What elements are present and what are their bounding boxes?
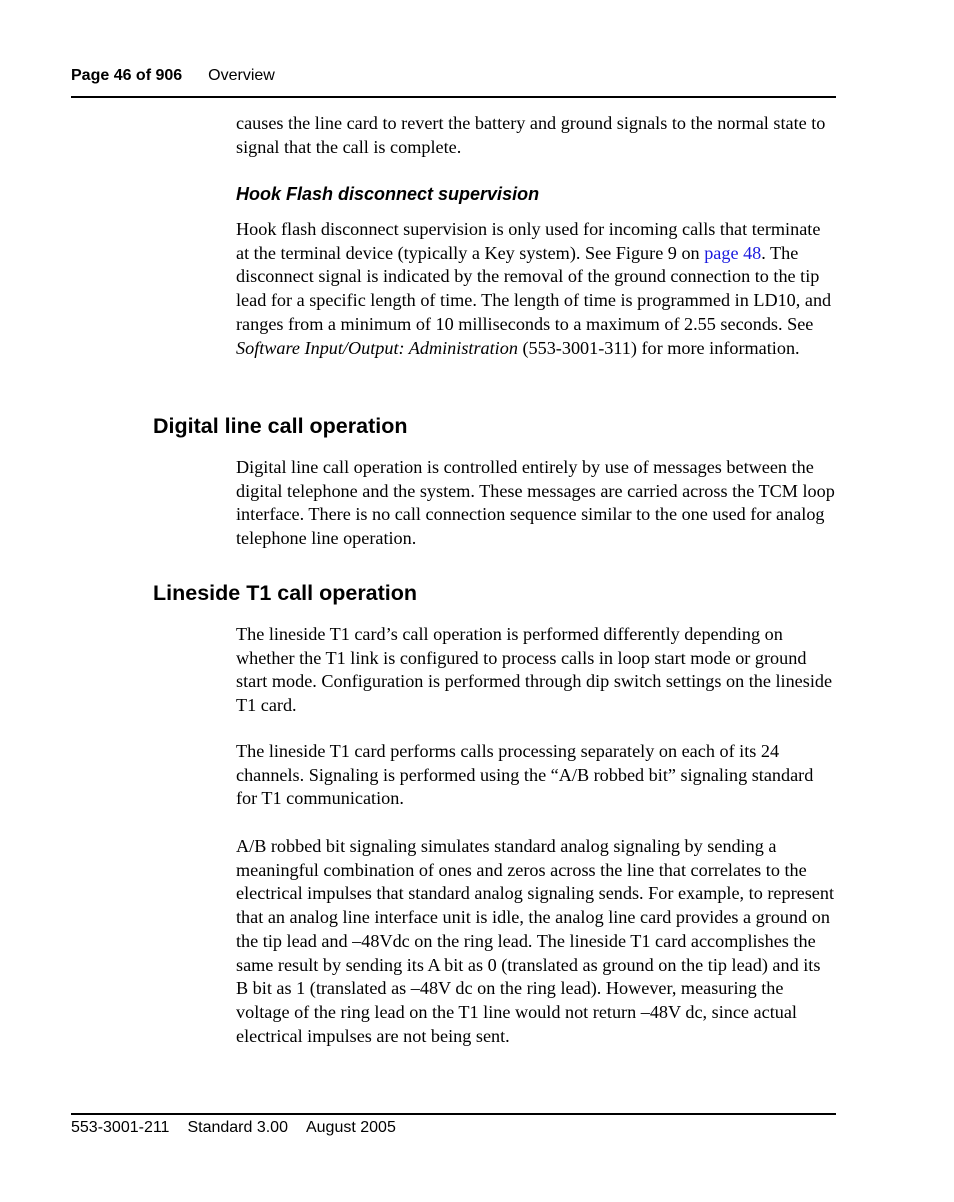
- intro-text: causes the line card to revert the battery and ground signals to the normal state to signal that the call is complete.: [236, 113, 826, 157]
- lineside-t1-para-3: [236, 835, 836, 1048]
- lineside-t1-para-1: [236, 623, 836, 718]
- section-name: Overview: [208, 67, 275, 84]
- page-48-link[interactable]: page 48: [704, 242, 762, 263]
- lineside-t1-text-1: The lineside T1 card’s call operation is performed differently depending on whether the T1 link is configured to process calls in loop start mode or ground start mode. Configuration is performed through dip switch settings on the lineside T1 card.: [236, 624, 833, 716]
- digital-line-paragraph: [236, 456, 836, 551]
- hook-flash-text-1: Hook flash disconnect supervision is only used for incoming calls that terminate at the terminal device (typically a Key system). See Figure 9 on: [236, 219, 821, 263]
- lineside-t1-text-3: A/B robbed bit signaling simulates standard analog signaling by sending a meaningful combination of ones and zeros across the line that correlates to the electrical impulses that standard analog signaling sends. For example, to represent that an analog line interface unit is idle, the analog line card provides a ground on the tip lead and –48Vdc on the ring lead. The lineside T1 card accomplishes the same result by sending its A bit as 0 (translated as ground on the tip lead) and its B bit as 1 (translated as –48V dc on the ring lead). However, measuring the voltage of the ring lead on the T1 line would not return –48V dc, since actual electrical impulses are not being sent.: [236, 836, 834, 1046]
- doc-title: Software Input/Output: Administration: [236, 337, 518, 358]
- lineside-t1-para-2: [236, 740, 836, 811]
- intro-paragraph: [236, 112, 836, 159]
- hook-flash-heading: Hook Flash disconnect supervision: [236, 184, 540, 204]
- hook-flash-paragraph: [236, 218, 836, 360]
- doc-number: 553-3001-211: [71, 1119, 170, 1136]
- footer-rule: [71, 1113, 836, 1115]
- hook-flash-text-2: . The disconnect signal is indicated by the removal of the ground connection to the tip lead for a specific length of time. The length of time is programmed in LD10, and ranges from a minimum of 10 milliseconds to a maximum of 2.55 seconds. See: [236, 242, 832, 334]
- standard-version: Standard 3.00: [187, 1119, 288, 1136]
- page-number: Page 46 of 906: [71, 67, 183, 84]
- publication-date: August 2005: [305, 1119, 396, 1136]
- page-footer: [71, 1118, 414, 1138]
- lineside-t1-text-2: The lineside T1 card performs calls processing separately on each of its 24 channels. Signaling is performed using the “A/B robbed bit” signaling standard for T1 communication.: [236, 741, 814, 809]
- lineside-t1-heading: Lineside T1 call operation: [153, 581, 418, 605]
- digital-line-heading: Digital line call operation: [153, 414, 408, 438]
- hook-flash-text-3: (553-3001-311) for more information.: [517, 337, 800, 358]
- page-header: [71, 66, 836, 86]
- header-rule: [71, 96, 836, 98]
- digital-line-text: Digital line call operation is controlled entirely by use of messages between the digital telephone and the system. These messages are carried across the TCM loop interface. There is no call connection sequence similar to the one used for analog telephone line operation.: [236, 457, 835, 549]
